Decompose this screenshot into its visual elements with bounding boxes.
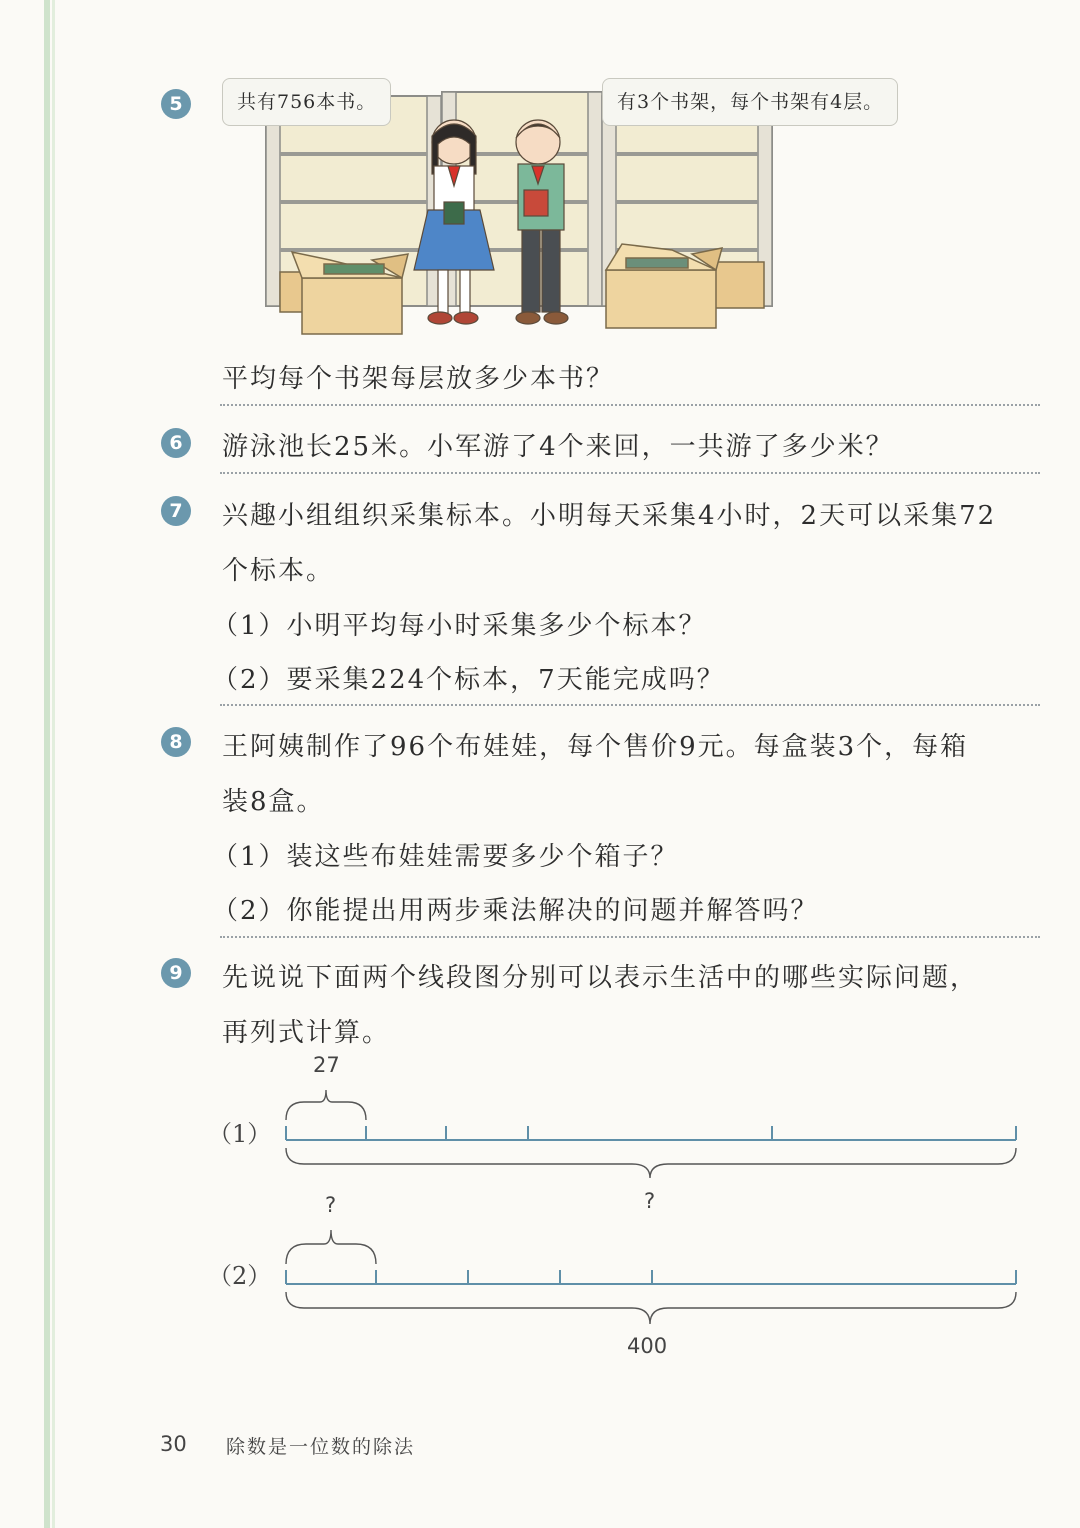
spine-band-light (52, 0, 55, 1528)
problem-8-line-1: 王阿姨制作了96个布娃娃，每个售价9元。每盒装3个，每箱 (222, 732, 969, 762)
diagram-2-total-brace (286, 1292, 1016, 1324)
problem-6-number: 6 (161, 428, 191, 458)
problem-9-line-1: 先说说下面两个线段图分别可以表示生活中的哪些实际问题， (222, 963, 979, 993)
divider (220, 472, 1040, 474)
diagram-2-part-value: ? (325, 1193, 337, 1217)
problem-9-number: 9 (161, 958, 191, 988)
diagram-1-part-value: 27 (313, 1053, 340, 1077)
speech-bubble-right: 有3个书架，每个书架有4层。 (602, 78, 898, 126)
diagram-2-part-brace (286, 1230, 376, 1264)
spine-band (44, 0, 50, 1528)
diagram-2-total-value: 400 (627, 1334, 668, 1358)
problem-5-question: 平均每个书架每层放多少本书？ (222, 364, 615, 394)
divider (220, 936, 1040, 938)
divider (220, 404, 1040, 406)
speech-bubble-left: 共有756本书。 (222, 78, 391, 126)
diagram-1-label: （1） (208, 1120, 272, 1148)
problem-8-line-2: 装8盒。 (222, 787, 325, 817)
problem-8-number: 8 (161, 727, 191, 757)
problem-7-line-2: 个标本。 (222, 556, 335, 586)
problem-8-sub-1: （1）装这些布娃娃需要多少个箱子？ (212, 842, 679, 872)
divider (220, 704, 1040, 706)
problem-6-text: 游泳池长25米。小军游了4个来回，一共游了多少米？ (222, 432, 894, 462)
diagram-1-total-value: ? (644, 1189, 656, 1213)
problem-7-sub-2: （2）要采集224个标本，7天能完成吗？ (212, 665, 725, 695)
problem-7-sub-1: （1）小明平均每小时采集多少个标本？ (212, 611, 707, 641)
problem-9-line-2: 再列式计算。 (222, 1018, 391, 1048)
problem-8-sub-2: （2）你能提出用两步乘法解决的问题并解答吗？ (212, 896, 819, 926)
diagram-1-part-brace (286, 1090, 366, 1120)
problem-7-number: 7 (161, 496, 191, 526)
diagram-1-total-brace (286, 1148, 1016, 1178)
page-number: 30 (160, 1432, 187, 1456)
problem-7-line-1: 兴趣小组组织采集标本。小明每天采集4小时，2天可以采集72 (222, 501, 997, 531)
chapter-title: 除数是一位数的除法 (226, 1436, 416, 1458)
diagram-2-label: （2） (208, 1262, 272, 1290)
segment-diagram-1 (270, 1080, 1030, 1180)
problem-5-number: 5 (161, 89, 191, 119)
segment-diagram-2 (270, 1220, 1030, 1330)
page-spine (0, 0, 60, 1528)
